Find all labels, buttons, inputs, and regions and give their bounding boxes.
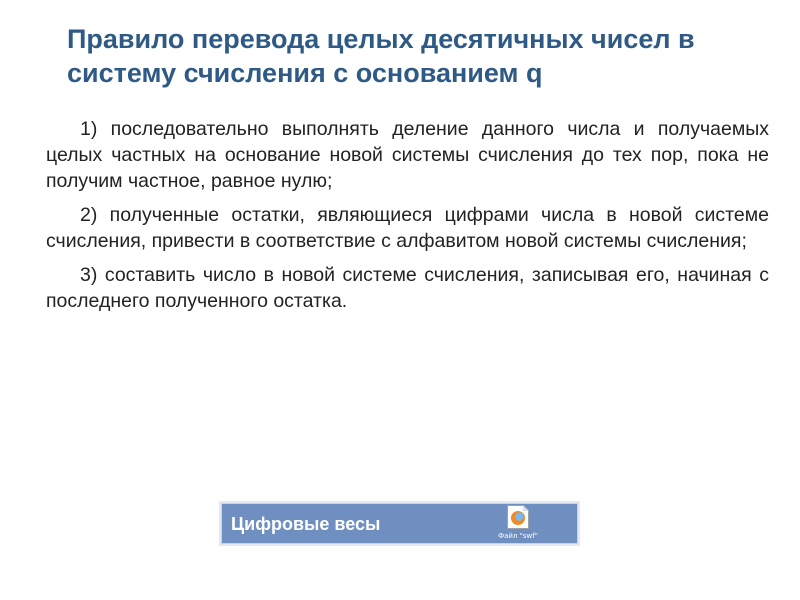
firefox-globe-icon	[511, 511, 525, 525]
slide-body	[46, 116, 769, 322]
digital-scales-label: Цифровые весы	[231, 514, 381, 534]
rule-step-2: 2) полученные остатки, являющиеся цифрами числа в новой системе счисления, привести в соответствие с алфавитом новой системы счисления;	[46, 204, 769, 252]
digital-scales-link-button[interactable]	[221, 503, 578, 544]
slide-title-line-1: Правило перевода целых десятичных чисел в	[67, 24, 695, 54]
rule-step-3: 3) составить число в новой системе счисления, записывая его, начиная с последнего полученного остатка.	[46, 264, 769, 312]
page-fold-icon	[523, 505, 529, 511]
rule-step-1: 1) последовательно выполнять деление данного числа и получаемых целых частных на основание новой системы счисления до тех пор, пока не получим частное, равное нулю;	[46, 118, 769, 192]
slide-title-line-2: систему счисления с основанием q	[67, 58, 543, 88]
slide-title	[67, 22, 797, 90]
file-icon-caption: Файл "swf"	[498, 532, 538, 540]
firefox-file-icon[interactable]	[507, 505, 529, 529]
